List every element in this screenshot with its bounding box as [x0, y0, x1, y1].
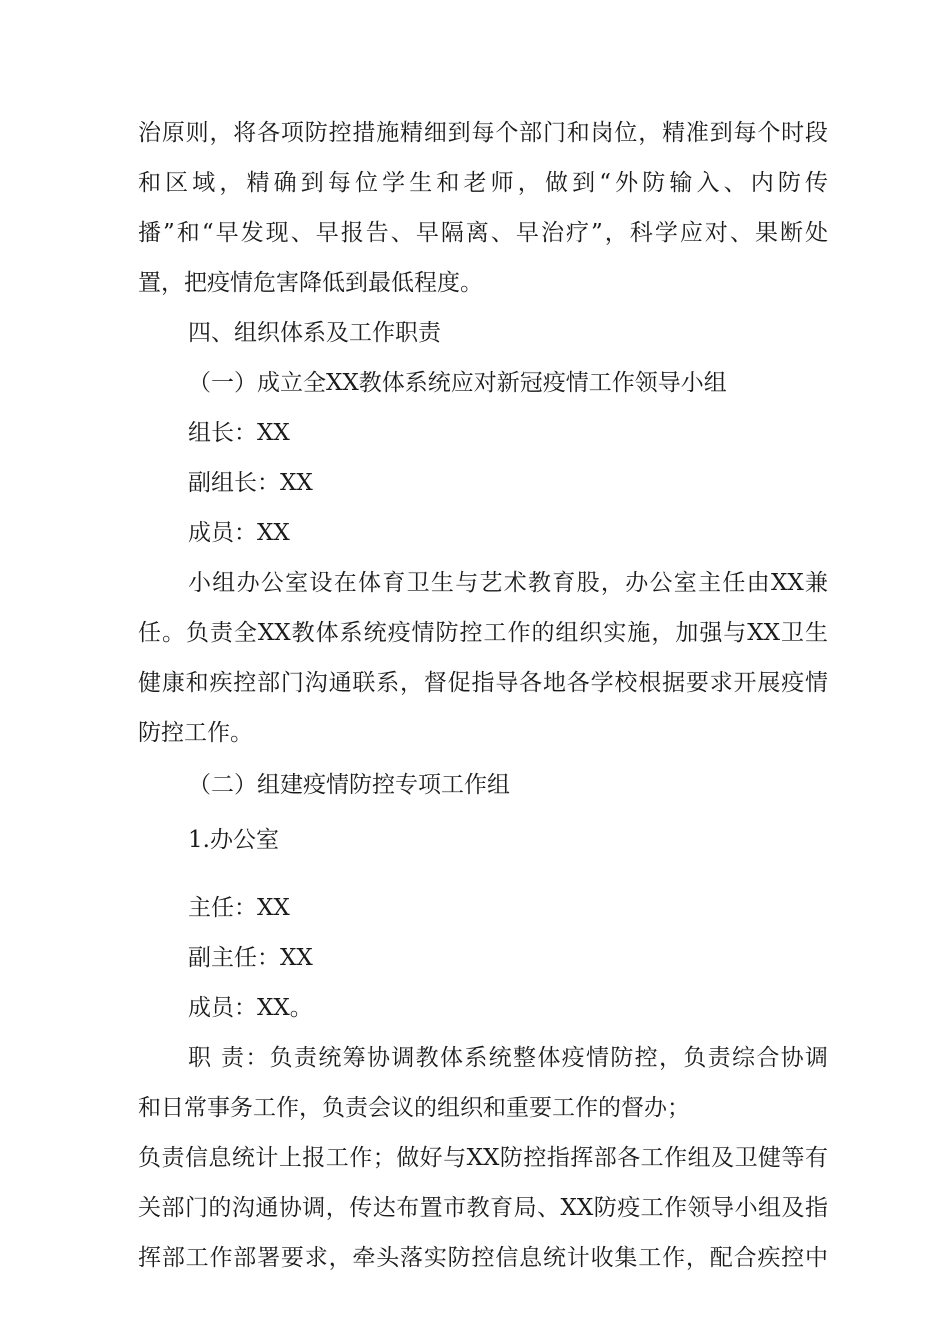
paragraph-line: 防控工作。	[138, 720, 253, 746]
paragraph-line: 负责信息统计上报工作；做好与XX防控指挥部各工作组及卫健等有	[138, 1145, 828, 1171]
paragraph-line: 治原则，将各项防控措施精细到每个部门和岗位，精准到每个时段	[138, 120, 828, 146]
deputy-director-line: 副主任：XX	[188, 945, 313, 971]
leader-line: 组长：XX	[188, 420, 290, 446]
paragraph-line: 播”和“早发现、早报告、早隔离、早治疗”，科学应对、果断处	[138, 220, 828, 246]
duties-line: 职 责：负责统筹协调教体系统整体疫情防控，负责综合协调	[188, 1045, 828, 1071]
paragraph-line: 和区域，精确到每位学生和老师，做到“外防输入、内防传	[138, 170, 828, 196]
paragraph-line: 和日常事务工作，负责会议的组织和重要工作的督办；	[138, 1095, 690, 1121]
director-line: 主任：XX	[188, 895, 290, 921]
subsection-heading: （一）成立全XX教体系统应对新冠疫情工作领导小组	[188, 370, 727, 396]
paragraph-line: 置，把疫情危害降低到最低程度。	[138, 270, 483, 296]
subsection-heading: （二）组建疫情防控专项工作组	[188, 772, 510, 798]
paragraph-line: 健康和疾控部门沟通联系，督促指导各地各学校根据要求开展疫情	[138, 670, 828, 696]
paragraph-line: 挥部工作部署要求，牵头落实防控信息统计收集工作，配合疾控中	[138, 1245, 828, 1271]
members-line: 成员：XX。	[188, 995, 313, 1021]
paragraph-line: 关部门的沟通协调，传达布置市教育局、XX防疫工作领导小组及指	[138, 1195, 828, 1221]
paragraph-line: 任。负责全XX教体系统疫情防控工作的组织实施，加强与XX卫生	[138, 620, 828, 646]
members-line: 成员：XX	[188, 520, 290, 546]
office-heading: 1.办公室	[188, 827, 279, 853]
deputy-leader-line: 副组长：XX	[188, 470, 313, 496]
paragraph-line: 小组办公室设在体育卫生与艺术教育股，办公室主任由XX兼	[188, 570, 828, 596]
section-heading: 四、组织体系及工作职责	[188, 320, 441, 346]
